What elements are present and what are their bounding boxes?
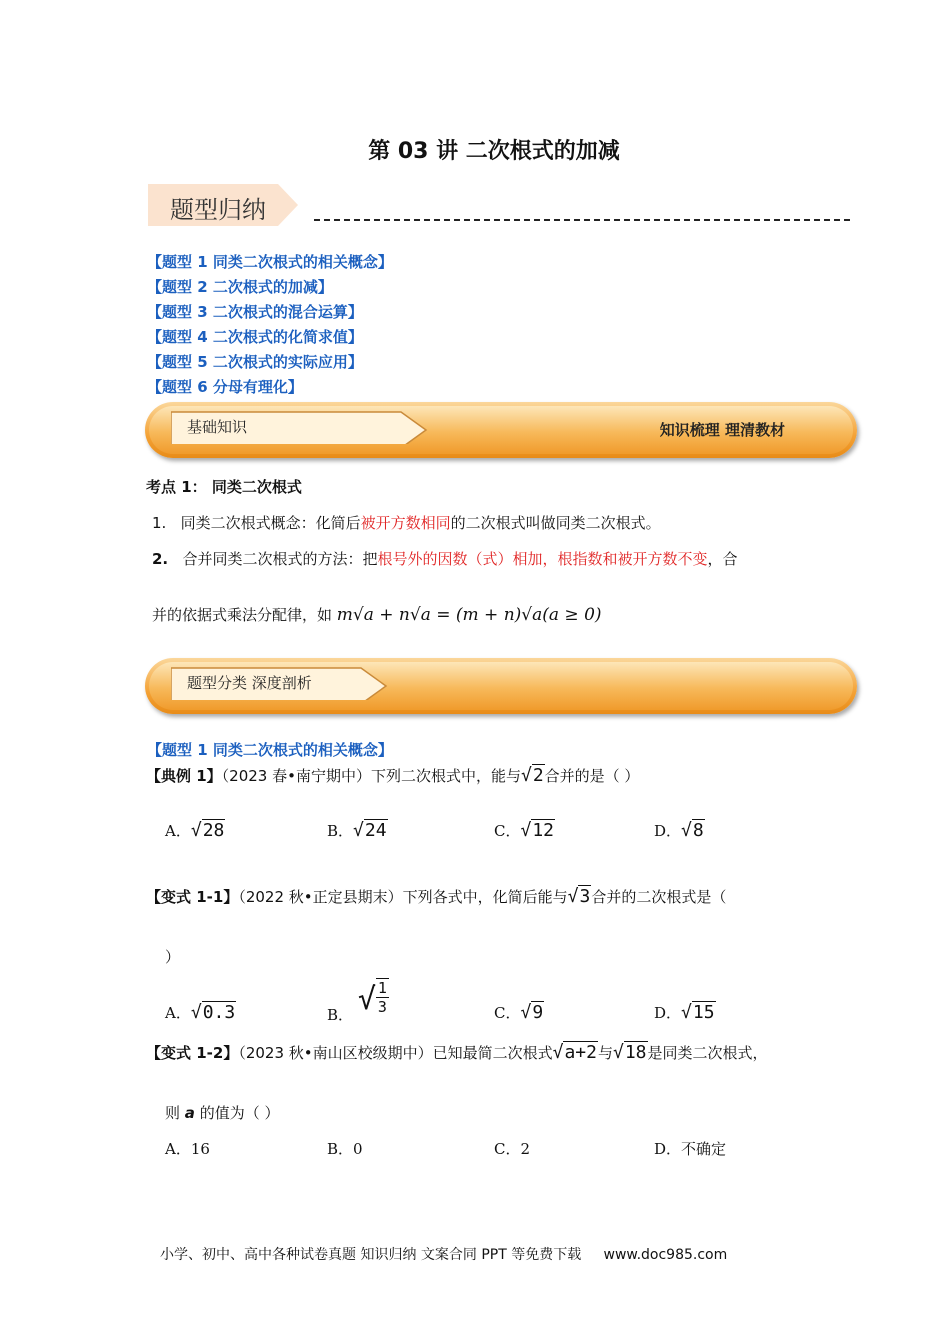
footer [160, 1244, 727, 1264]
banner-basics-right: 知识梳理 理清教材 [659, 421, 785, 439]
section-heading: 【题型 1 同类二次根式的相关概念】 [147, 741, 393, 759]
toc-item-4[interactable]: 【题型 4 二次根式的化简求值】 [147, 328, 363, 346]
variant-1-1-question: 【变式 1-1】（2022 秋•正定县期末）下列各式中，化简后能与√3合并的二次根式是（ [146, 886, 727, 907]
kaodian-heading: 考点 1： 同类二次根式 [146, 478, 302, 496]
variant-1-2-line2: 则 a 的值为（ ） [165, 1104, 280, 1122]
ex1-option-a[interactable]: A．√28 [165, 820, 225, 841]
example-1-question: 【典例 1】（2023 春•南宁期中）下列二次根式中，能与√2合并的是（ ） [146, 765, 640, 786]
ex3-option-d[interactable]: D．不确定 [654, 1140, 727, 1158]
paragraph-3: 并的依据式乘法分配律，如 m√a + n√a = (m + n)√a(a ≥ 0) [152, 605, 602, 625]
ex2-option-d[interactable]: D．√15 [654, 1002, 715, 1023]
ex1-option-c[interactable]: C．√12 [494, 820, 555, 841]
toc-item-5[interactable]: 【题型 5 二次根式的实际应用】 [147, 353, 363, 371]
ex2-option-b[interactable]: B． √ $\frac{1}{3}$ [327, 979, 387, 1024]
variant-1-2-question: 【变式 1-2】（2023 秋•南山区校级期中）已知最简二次根式√a+2与√18是同类二次根式， [146, 1042, 768, 1063]
ex1-option-d[interactable]: D．√8 [654, 820, 704, 841]
banner-basics-label: 基础知识 [187, 418, 248, 436]
banner-types [145, 658, 857, 714]
footer-link[interactable]: www.doc985.com [603, 1247, 728, 1263]
ex2-option-a[interactable]: A．√0.3 [165, 1002, 236, 1023]
ex1-option-b[interactable]: B．√24 [327, 820, 387, 841]
banner-types-label: 题型分类 深度剖析 [187, 674, 312, 692]
page-title: 第 03 讲 二次根式的加减 [368, 139, 620, 164]
dashed-divider [314, 219, 850, 221]
variant-1-1-close: ） [165, 948, 181, 966]
toc-item-6[interactable]: 【题型 6 分母有理化】 [147, 378, 303, 396]
ex3-option-a[interactable]: A．16 [165, 1140, 210, 1158]
ex3-option-b[interactable]: B．0 [327, 1140, 363, 1158]
section-tag [148, 184, 298, 226]
toc-item-1[interactable]: 【题型 1 同类二次根式的相关概念】 [147, 253, 393, 271]
toc-item-3[interactable]: 【题型 3 二次根式的混合运算】 [147, 303, 363, 321]
toc-item-2[interactable]: 【题型 2 二次根式的加减】 [147, 278, 333, 296]
paragraph-2: 2. 合并同类二次根式的方法：把根号外的因数（式）相加，根指数和被开方数不变，合 [152, 550, 738, 568]
formula: m√a + n√a = (m + n)√a(a ≥ 0) [336, 605, 602, 625]
ex3-option-c[interactable]: C．2 [494, 1140, 531, 1158]
ex2-option-c[interactable]: C．√9 [494, 1002, 544, 1023]
tag-label: 题型归纳 [170, 196, 266, 224]
footer-text: 小学、初中、高中各种试卷真题 知识归纳 文案合同 PPT 等免费下载 [160, 1247, 582, 1263]
paragraph-1: 1. 同类二次根式概念：化简后被开方数相同的二次根式叫做同类二次根式。 [152, 514, 661, 532]
banner-basics [145, 402, 857, 458]
